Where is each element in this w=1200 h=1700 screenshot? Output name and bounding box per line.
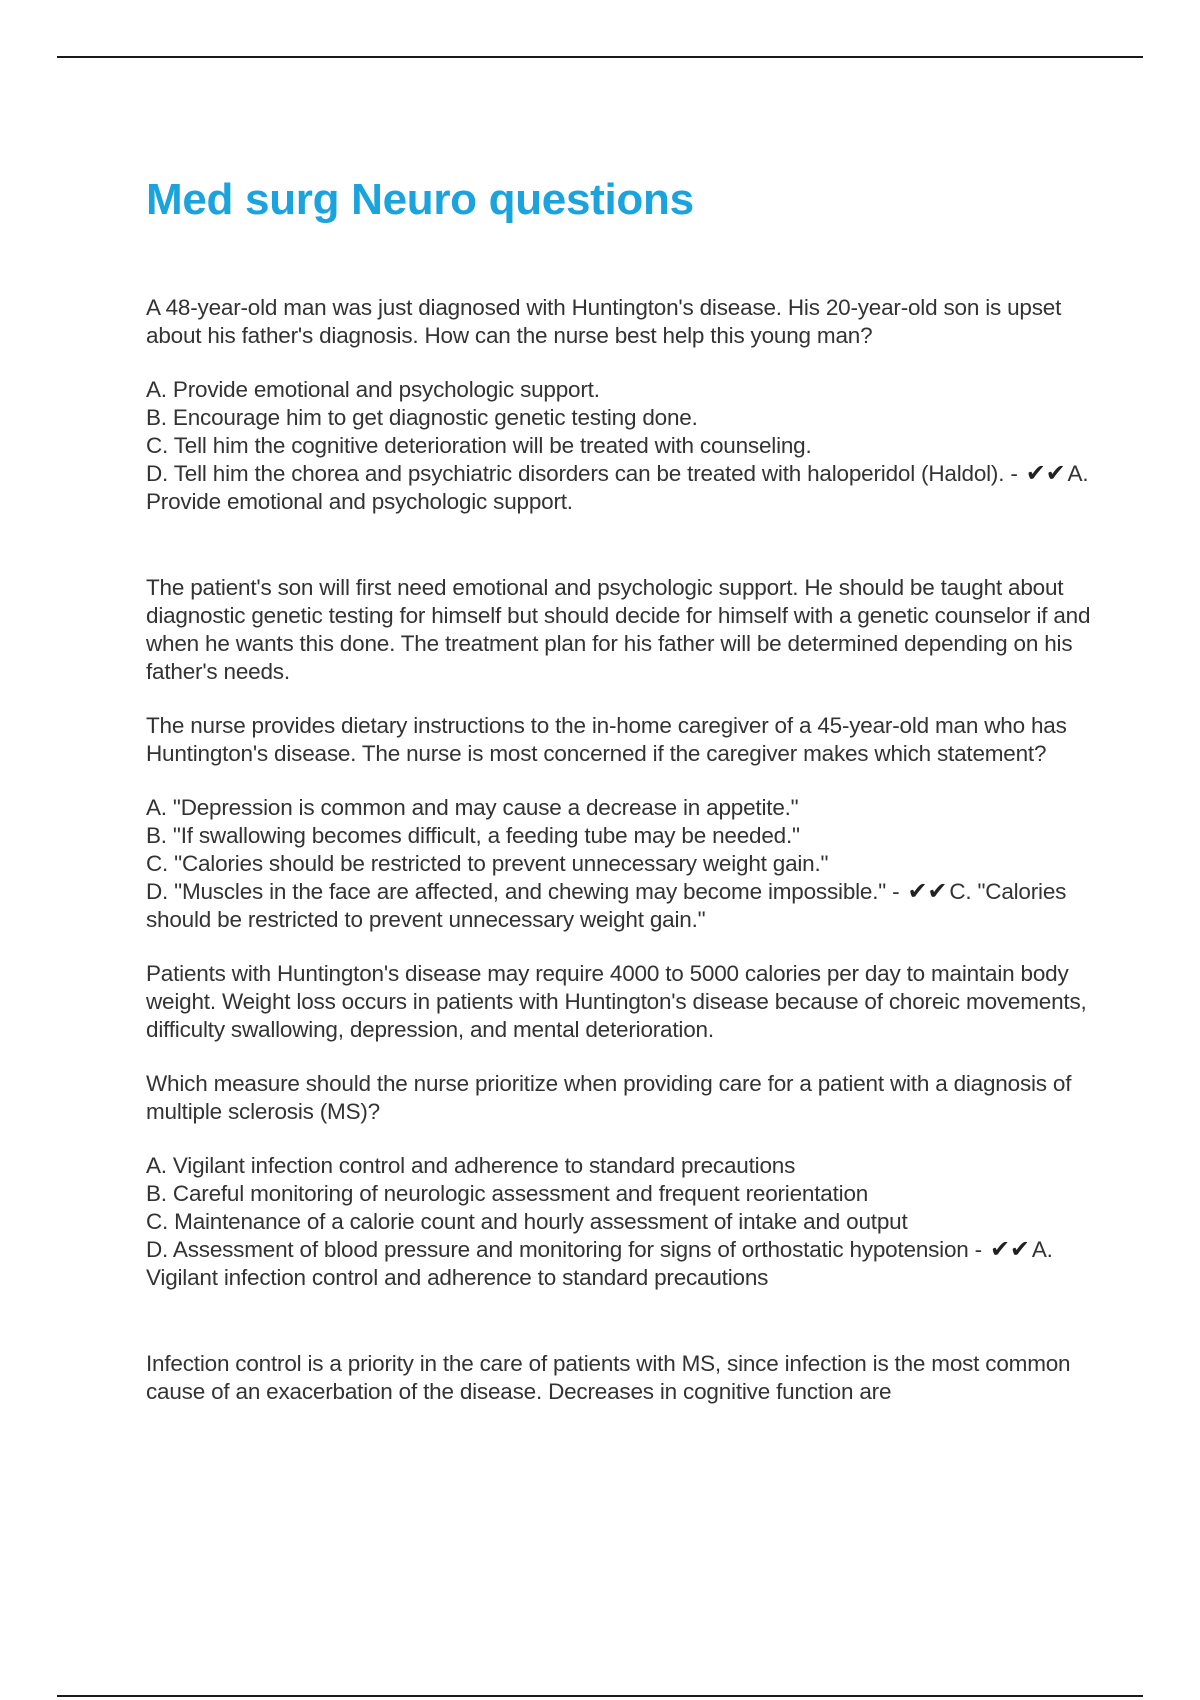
answer-text: A. Provide emotional and psychologic support. (146, 461, 1089, 514)
question-1-rationale: The patient's son will first need emotional and psychologic support. He should be taught about diagnostic genetic testing for himself but should decide for himself with a genetic counselor if and when he wants this done. The treatment plan for his father will be determined depending on his father's needs. (146, 575, 1091, 684)
checkmark-icon: ✔✔ (990, 1236, 1030, 1263)
question-3-options (146, 1152, 1096, 1292)
question-1-stem: A 48-year-old man was just diagnosed with Huntington's disease. His 20-year-old son is upset about his father's diagnosis. How can the nurse best help this young man? (146, 295, 1062, 348)
footer-rule (57, 1695, 1143, 1697)
option-d: D. Assessment of blood pressure and monitoring for signs of orthostatic hypotension - ✔✔A. Vigilant infection control and adherence to standard precautions (146, 1236, 1053, 1290)
option-a: A. Provide emotional and psychologic support. (146, 377, 600, 402)
question-3-stem: Which measure should the nurse prioritize when providing care for a patient with a diagnosis of multiple sclerosis (MS)? (146, 1071, 1072, 1124)
option-d: D. "Muscles in the face are affected, and chewing may become impossible." - ✔✔C. "Calories should be restricted to prevent unnecessary weight gain." (146, 878, 1067, 932)
option-d: D. Tell him the chorea and psychiatric disorders can be treated with haloperidol (Haldol). - ✔✔A. Provide emotional and psychologic support. (146, 460, 1089, 514)
document-body (146, 170, 1096, 1432)
question-2-rationale: Patients with Huntington's disease may require 4000 to 5000 calories per day to maintain body weight. Weight loss occurs in patients with Huntington's disease because of choreic movements, difficulty swallowing, depression, and mental deterioration. (146, 961, 1087, 1042)
header-rule (57, 56, 1143, 58)
option-b: B. Careful monitoring of neurologic assessment and frequent reorientation (146, 1181, 869, 1206)
answer-text: A. Vigilant infection control and adherence to standard precautions (146, 1237, 1053, 1290)
question-3-rationale: Infection control is a priority in the care of patients with MS, since infection is the most common cause of an exacerbation of the disease. Decreases in cognitive function are (146, 1351, 1071, 1404)
option-c: C. "Calories should be restricted to prevent unnecessary weight gain." (146, 851, 829, 876)
checkmark-icon: ✔✔ (907, 878, 948, 905)
option-b: B. "If swallowing becomes difficult, a feeding tube may be needed." (146, 823, 800, 848)
answer-text: C. "Calories should be restricted to prevent unnecessary weight gain." (146, 879, 1067, 932)
question-1-options (146, 376, 1096, 516)
question-2-stem: The nurse provides dietary instructions to the in-home caregiver of a 45-year-old man who has Huntington's disease. The nurse is most concerned if the caregiver makes which statement? (146, 713, 1067, 766)
option-b: B. Encourage him to get diagnostic genetic testing done. (146, 405, 698, 430)
checkmark-icon: ✔✔ (1025, 460, 1066, 487)
option-c: C. Tell him the cognitive deterioration will be treated with counseling. (146, 433, 812, 458)
option-a: A. Vigilant infection control and adherence to standard precautions (146, 1153, 796, 1178)
page-title: Med surg Neuro questions (146, 175, 694, 224)
option-c: C. Maintenance of a calorie count and hourly assessment of intake and output (146, 1209, 908, 1234)
option-a: A. "Depression is common and may cause a decrease in appetite." (146, 795, 799, 820)
question-2-options (146, 794, 1096, 934)
